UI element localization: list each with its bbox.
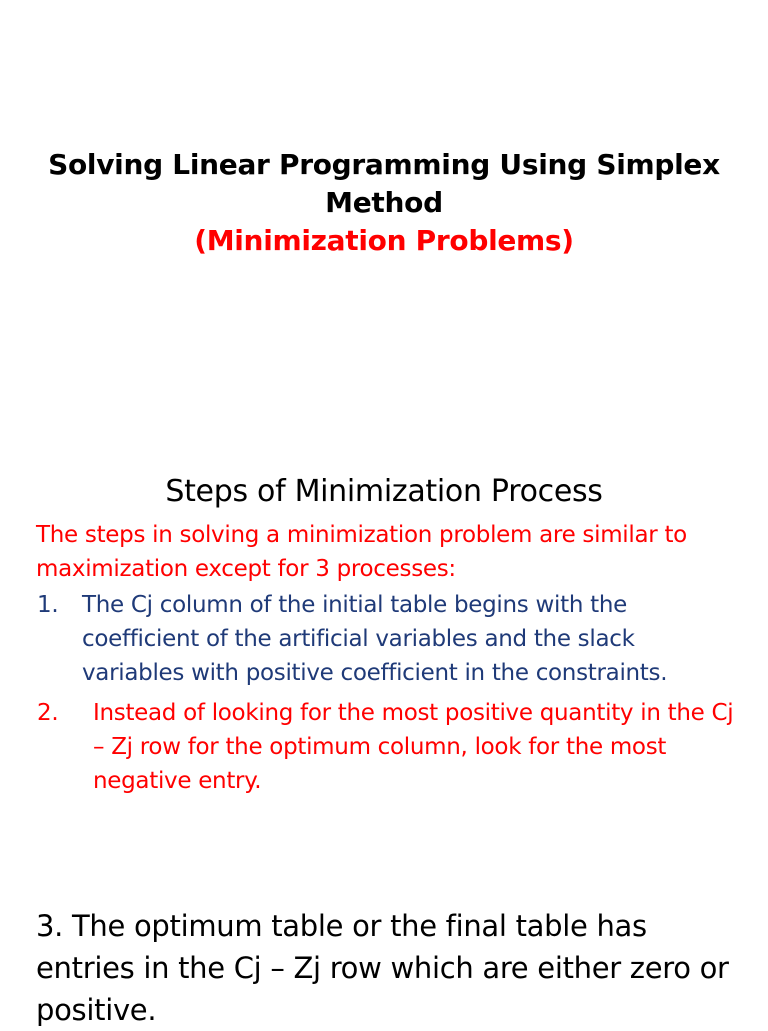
step-item-2 (0, 696, 768, 798)
step-item-3: 3. The optimum table or the final table has entries in the Cj – Zj row which are either zero or positive. (36, 909, 729, 1027)
step-number: 1. (37, 592, 59, 618)
step-text: The Cj column of the initial table begins with the coefficient of the artificial variables and the slack variables with positive coefficient in the constraints. (82, 592, 668, 686)
step-number: 2. (37, 700, 59, 726)
step-item-1 (0, 588, 768, 690)
step-text: Instead of looking for the most positive quantity in the Cj – Zj row for the optimum column, look for the most negative entry. (93, 700, 734, 794)
steps-slide (0, 472, 768, 798)
slide-title: Solving Linear Programming Using Simplex Method (48, 148, 720, 219)
steps-heading: Steps of Minimization Process (165, 474, 603, 509)
title-slide (0, 146, 768, 260)
slide-subtitle: (Minimization Problems) (194, 224, 574, 257)
steps-intro: The steps in solving a minimization problem are similar to maximization except for 3 processes: (36, 522, 687, 582)
